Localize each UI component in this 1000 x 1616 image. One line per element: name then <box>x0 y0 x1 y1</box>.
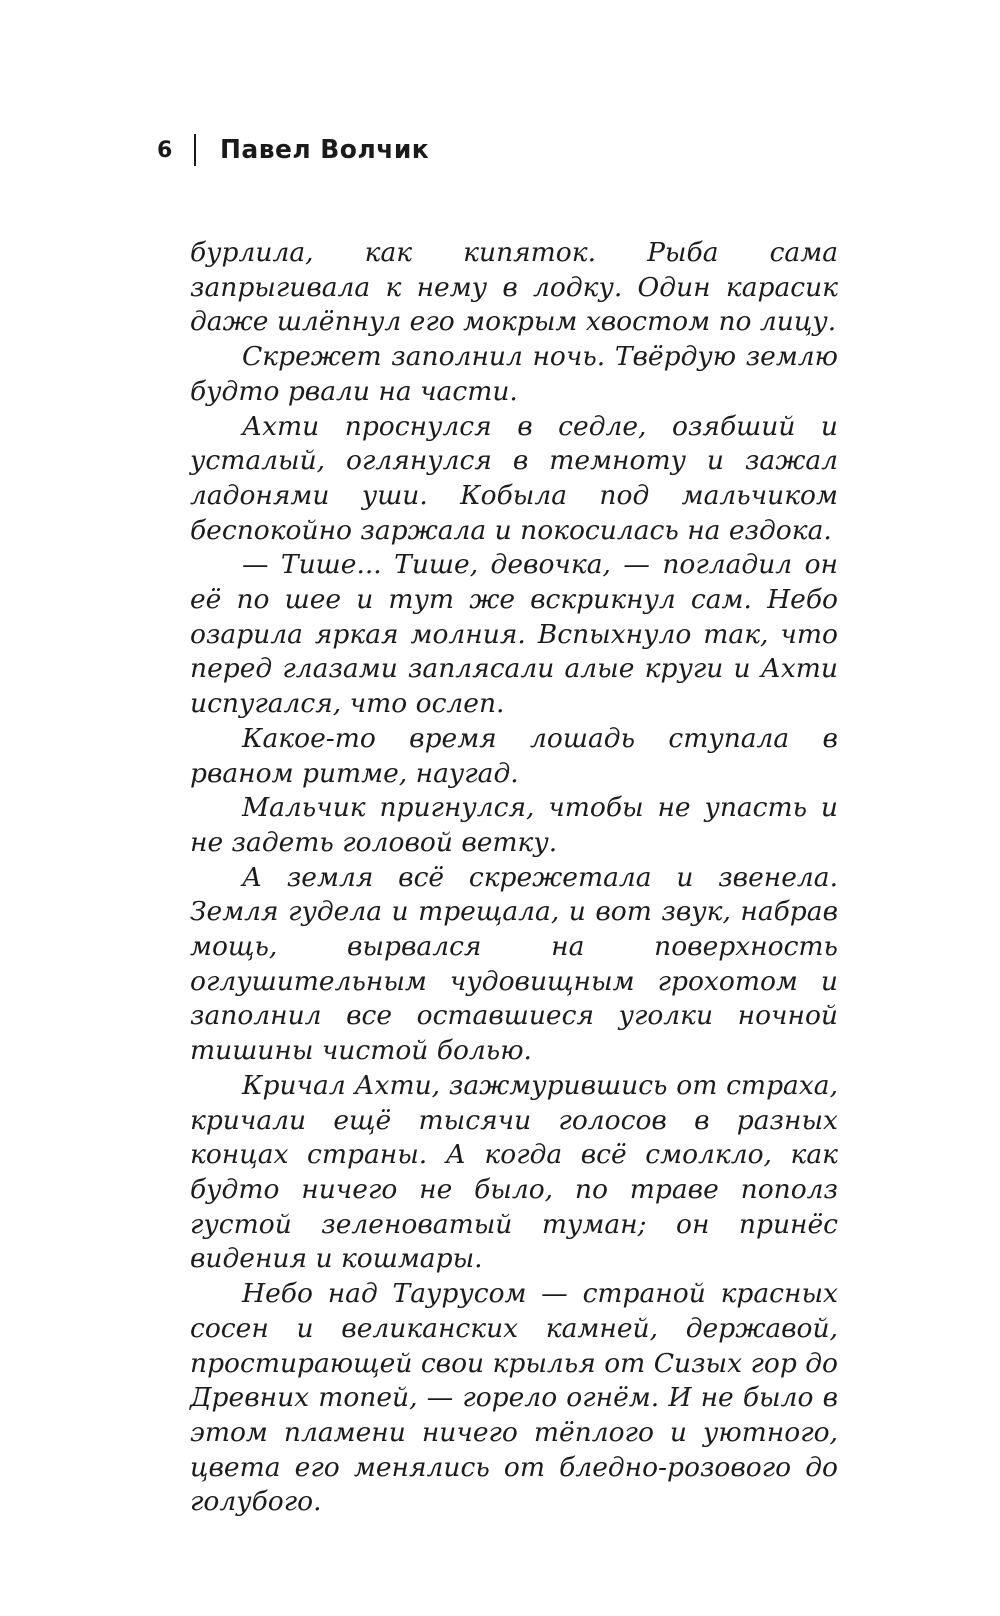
paragraph: Какое-то время лошадь ступала в рваном ритме, наугад. <box>190 722 838 789</box>
page-number: 6 <box>157 137 173 163</box>
header-divider <box>194 134 196 166</box>
paragraph: Небо над Таурусом — страной красных сосен и великанских камней, державой, простирающей свои крылья от Сизых гор до Древних топей, — горело огнём. И не было в этом пламени ничего тёплого и уютного, цвета его менялись от бледно-розового до голубого. <box>190 1278 838 1518</box>
paragraph: А земля всё скрежетала и звенела. Земля гудела и трещала, и вот звук, набрав мощь, вырвался на поверхность оглушительным чудовищным грохотом и заполнил все оставшиеся уголки ночной тишины чистой болью. <box>190 861 838 1067</box>
paragraph: Мальчик пригнулся, чтобы не упасть и не задеть головой ветку. <box>190 792 838 858</box>
paragraph: — Тише... Тише, девочка, — погладил он её по шее и тут же вскрикнул сам. Небо озарила яркая молния. Вспыхнуло так, что перед глазами заплясали алые круги и Ахти испугался, что ослеп. <box>190 549 838 720</box>
paragraph: Ахти проснулся в седле, озябший и усталый, оглянулся в темноту и зажал ладонями уши. Кобыла под мальчиком беспокойно заржала и покосилась на ездока. <box>190 410 838 546</box>
paragraph: Скрежет заполнил ночь. Твёрдую землю будто рвали на части. <box>190 341 838 407</box>
paragraph: Кричал Ахти, зажмурившись от страха, кричали ещё тысячи голосов в разных концах страны. А когда всё смолкло, как будто ничего не было, по траве пополз густой зеленоватый туман; он принёс видения и кошмары. <box>190 1069 838 1275</box>
running-head <box>157 128 438 172</box>
paragraph-continuation: бурлила, как кипяток. Рыба сама запрыгивала к нему в лодку. Один карасик даже шлёпнул его мокрым хвостом по лицу. <box>190 237 838 338</box>
author-name: Павел Волчик <box>220 135 430 165</box>
body-text <box>190 236 838 1520</box>
